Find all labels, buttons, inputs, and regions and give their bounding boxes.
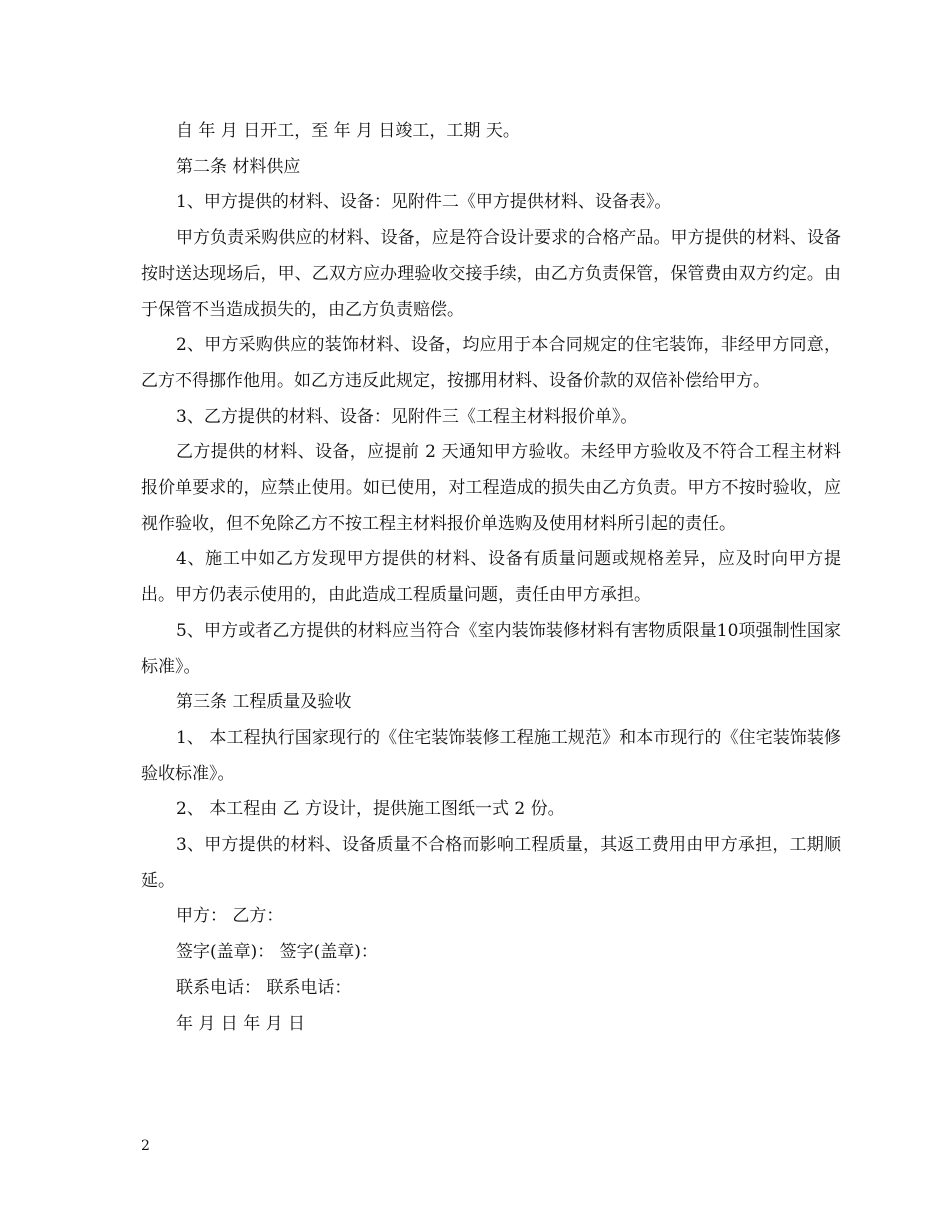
paragraph-2-1: 1、甲方提供的材料、设备：见附件二《甲方提供材料、设备表》。: [176, 192, 672, 213]
paragraph-2-4: 4、施工中如乙方发现甲方提供的材料、设备有质量问题或规格差异，应及时向甲方提出。甲方仍表示使用的，由此造成工程质量问题，责任由甲方承担。: [141, 549, 841, 606]
paragraph-2-2: 2、甲方采购供应的装饰材料、设备，均应用于本合同规定的住宅装饰，非经甲方同意，乙方不得挪作他用。如乙方违反此规定，按挪用材料、设备价款的双倍补偿给甲方。: [141, 335, 841, 391]
signature-parties: 甲方： 乙方：: [176, 906, 284, 927]
paragraph-2-5: 5、甲方或者乙方提供的材料应当符合《室内装饰装修材料有害物质限量10项强制性国家标准》。: [141, 620, 841, 677]
signature-date: 年 月 日 年 月 日: [176, 1013, 306, 1034]
paragraph-3-2: 2、 本工程由 乙 方设计，提供施工图纸一式 2 份。: [176, 799, 565, 820]
signature-seal: 签字(盖章)： 签字(盖章)：: [176, 942, 378, 963]
paragraph-2-3-detail: 乙方提供的材料、设备，应提前 2 天通知甲方验收。未经甲方验收及不符合工程主材料报价单要求的，应禁止使用。如已使用，对工程造成的损失由乙方负责。甲方不按时验收，应视作验收，但不免除乙方不按工程主材料报价单选购及使用材料所引起的责任。: [141, 442, 841, 534]
paragraph-2-3: 3、乙方提供的材料、设备：见附件三《工程主材料报价单》。: [176, 406, 638, 427]
paragraph-2-1-detail: 甲方负责采购供应的材料、设备，应是符合设计要求的合格产品。甲方提供的材料、设备按时送达现场后，甲、乙双方应办理验收交接手续，由乙方负责保管，保管费由双方约定。由于保管不当造成损失的，由乙方负责赔偿。: [141, 228, 841, 320]
page-number: 2: [141, 1138, 150, 1154]
paragraph-work-period: 自 年 月 日开工，至 年 月 日竣工，工期 天。: [176, 121, 520, 141]
paragraph-3-1: 1、 本工程执行国家现行的《住宅装饰装修工程施工规范》和本市现行的《住宅装饰装修验收标准》。: [141, 727, 841, 784]
signature-phone: 联系电话： 联系电话：: [176, 977, 352, 998]
heading-article-2: 第二条 材料供应: [176, 156, 301, 177]
heading-article-3: 第三条 工程质量及验收: [176, 692, 352, 713]
paragraph-3-3: 3、甲方提供的材料、设备质量不合格而影响工程质量，其返工费用由甲方承担，工期顺延。: [141, 835, 841, 891]
contract-body: [141, 114, 841, 1042]
